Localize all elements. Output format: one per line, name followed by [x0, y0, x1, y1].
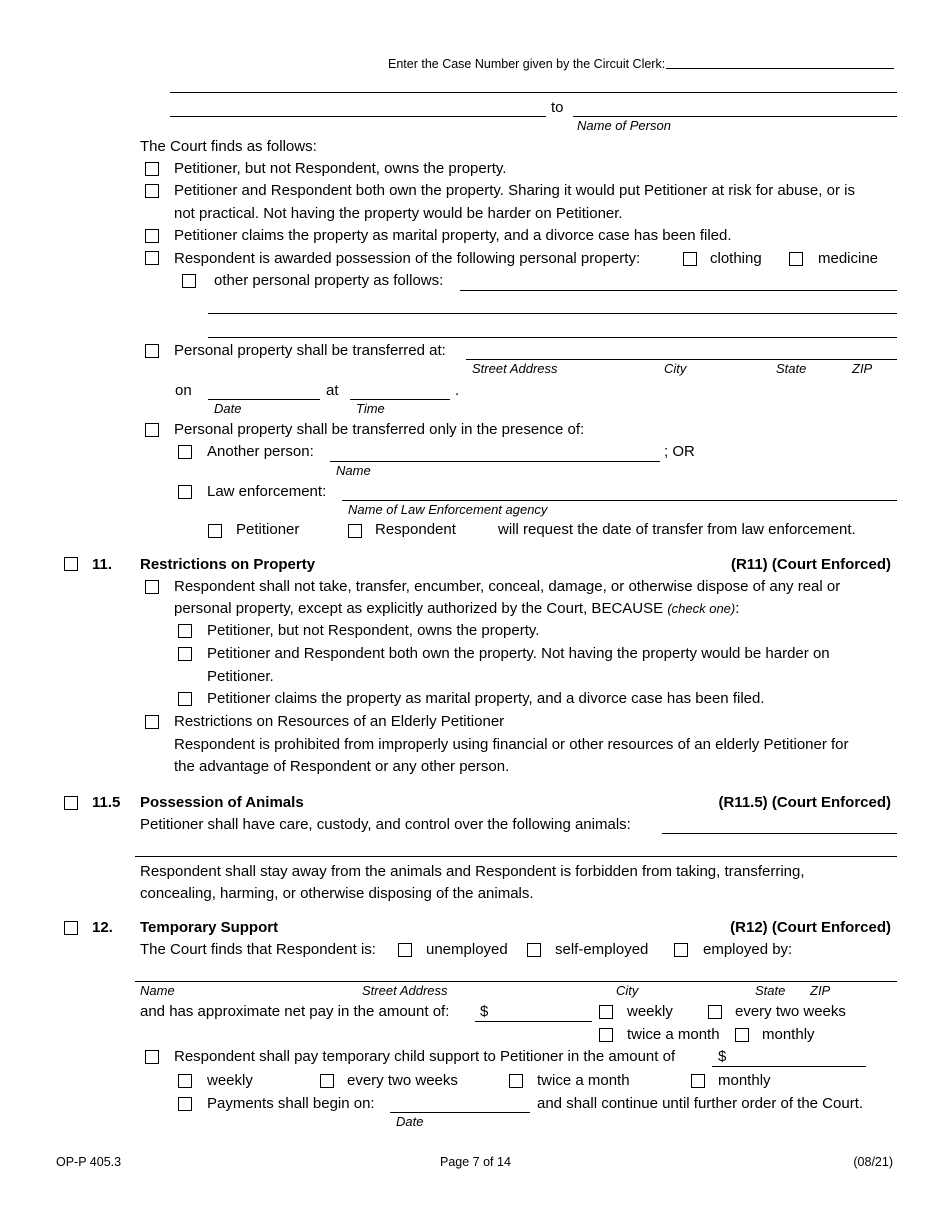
net-pay-label: and has approximate net pay in the amount of:: [140, 1003, 450, 1020]
transfer-address-field[interactable]: [466, 359, 897, 360]
elderly-title: Restrictions on Resources of an Elderly Petitioner: [174, 713, 505, 730]
unemployed-checkbox[interactable]: [398, 943, 412, 957]
finding-2-checkbox[interactable]: [145, 184, 159, 198]
form-id: OP-P 405.3: [56, 1155, 122, 1169]
animals-care-line: Petitioner shall have care, custody, and control over the following animals:: [140, 816, 631, 833]
pay-two-weeks-label: every two weeks: [735, 1003, 846, 1020]
check-one-note: (check one): [667, 601, 736, 616]
restrict-line-2-text: personal property, except as explicitly authorized by the Court, BECAUSE: [174, 600, 664, 617]
child-support-label: Respondent shall pay temporary child support to Petitioner in the amount of: [174, 1048, 676, 1065]
to-label: to: [551, 99, 564, 116]
finding-3-checkbox[interactable]: [145, 229, 159, 243]
pay-monthly-label: monthly: [762, 1026, 815, 1043]
petitioner-label: Petitioner: [236, 521, 300, 538]
elderly-checkbox[interactable]: [145, 715, 159, 729]
clothing-label: clothing: [710, 250, 762, 267]
other-property-field-3[interactable]: [208, 337, 897, 338]
section-12-number: 12.: [92, 919, 113, 936]
pay-weekly-label: weekly: [627, 1003, 673, 1020]
support-two-weeks-checkbox[interactable]: [320, 1074, 334, 1088]
animals-field-2[interactable]: [135, 856, 897, 857]
transferred-at-label: Personal property shall be transferred at:: [174, 342, 446, 359]
finding-1-text: Petitioner, but not Respondent, owns the property.: [174, 160, 507, 177]
employed-by-label: employed by:: [703, 941, 793, 958]
section-115-checkbox[interactable]: [64, 796, 78, 810]
date-caption: Date: [214, 401, 242, 416]
restrict-opt-3-checkbox[interactable]: [178, 692, 192, 706]
case-number-label: Enter the Case Number given by the Circuit Clerk:: [388, 57, 666, 71]
pay-monthly-checkbox[interactable]: [735, 1028, 749, 1042]
court-finds-label: The Court finds as follows:: [140, 138, 317, 155]
case-number-field[interactable]: [666, 68, 894, 69]
presence-checkbox[interactable]: [145, 423, 159, 437]
clothing-checkbox[interactable]: [683, 252, 697, 266]
name-caption: Name: [336, 463, 371, 478]
at-label: at: [326, 382, 339, 399]
another-person-label: Another person:: [207, 443, 314, 460]
restrict-opt-1: Petitioner, but not Respondent, owns the property.: [207, 622, 540, 639]
another-person-field[interactable]: [330, 461, 660, 462]
transfer-time-field[interactable]: [350, 399, 450, 400]
section-12-code: (R12) (Court Enforced): [730, 919, 891, 936]
pay-weekly-checkbox[interactable]: [599, 1005, 613, 1019]
support-monthly-checkbox[interactable]: [691, 1074, 705, 1088]
revision-date: (08/21): [853, 1155, 893, 1169]
employer-street-caption: Street Address: [362, 983, 448, 998]
unemployed-label: unemployed: [426, 941, 508, 958]
stay-away-line-2: concealing, harming, or otherwise disposing of the animals.: [140, 885, 534, 902]
payments-begin-label: Payments shall begin on:: [207, 1095, 375, 1112]
stay-away-line-1: Respondent shall stay away from the animals and Respondent is forbidden from taking, transferring,: [140, 863, 805, 880]
section-11-checkbox[interactable]: [64, 557, 78, 571]
finding-2-text: Petitioner and Respondent both own the property. Sharing it would put Petitioner at risk for abuse, or is: [174, 182, 855, 199]
zip-caption: ZIP: [852, 361, 873, 376]
rule: [170, 92, 897, 93]
restrict-property-checkbox[interactable]: [145, 580, 159, 594]
restrict-opt-3: Petitioner claims the property as marital property, and a divorce case has been filed.: [207, 690, 765, 707]
state-caption: State: [776, 361, 807, 376]
medicine-label: medicine: [818, 250, 879, 267]
employer-state-caption: State: [755, 983, 786, 998]
other-property-field[interactable]: [460, 290, 897, 291]
pay-twice-month-label: twice a month: [627, 1026, 720, 1043]
payments-date-caption: Date: [396, 1114, 424, 1129]
awarded-label: Respondent is awarded possession of the following personal property:: [174, 250, 641, 267]
street-address-caption: Street Address: [472, 361, 558, 376]
restrict-line-1: Respondent shall not take, transfer, encumber, conceal, damage, or otherwise dispose of any real or: [174, 578, 841, 595]
net-pay-dollar: $: [480, 1003, 489, 1020]
other-property-label: other personal property as follows:: [214, 272, 444, 289]
pay-two-weeks-checkbox[interactable]: [708, 1005, 722, 1019]
transferred-at-checkbox[interactable]: [145, 344, 159, 358]
finding-3-text: Petitioner claims the property as marital property, and a divorce case has been filed.: [174, 227, 732, 244]
property-description-field[interactable]: [170, 116, 546, 117]
self-employed-checkbox[interactable]: [527, 943, 541, 957]
respondent-request-checkbox[interactable]: [348, 524, 362, 538]
self-employed-label: self-employed: [555, 941, 649, 958]
respondent-label: Respondent: [375, 521, 456, 538]
section-11-title: Restrictions on Property: [140, 556, 316, 573]
employer-field[interactable]: [135, 981, 897, 982]
section-12-title: Temporary Support: [140, 919, 279, 936]
page-number: Page 7 of 14: [440, 1155, 511, 1169]
time-caption: Time: [356, 401, 385, 416]
law-enforcement-label: Law enforcement:: [207, 483, 327, 500]
animals-field[interactable]: [662, 833, 897, 834]
support-weekly-checkbox[interactable]: [178, 1074, 192, 1088]
finds-label: The Court finds that Respondent is:: [140, 941, 376, 958]
employer-zip-caption: ZIP: [810, 983, 831, 998]
employed-by-checkbox[interactable]: [674, 943, 688, 957]
support-twice-month-label: twice a month: [537, 1072, 630, 1089]
another-person-checkbox[interactable]: [178, 445, 192, 459]
other-property-field-2[interactable]: [208, 313, 897, 314]
restrict-opt-2-cont: Petitioner.: [207, 668, 274, 685]
payments-begin-checkbox[interactable]: [178, 1097, 192, 1111]
restrict-line-2: [174, 600, 739, 618]
child-support-dollar: $: [718, 1048, 727, 1065]
restrict-opt-1-checkbox[interactable]: [178, 624, 192, 638]
net-pay-field[interactable]: [475, 1021, 592, 1022]
will-request-text: will request the date of transfer from law enforcement.: [498, 521, 856, 538]
support-monthly-label: monthly: [718, 1072, 771, 1089]
agency-caption: Name of Law Enforcement agency: [348, 502, 548, 517]
elderly-line-1: Respondent is prohibited from improperly using financial or other resources of an elderly Petitioner for: [174, 736, 849, 753]
finding-1-checkbox[interactable]: [145, 162, 159, 176]
payments-begin-date-field[interactable]: [390, 1112, 530, 1113]
colon: :: [735, 600, 740, 617]
pay-twice-month-checkbox[interactable]: [599, 1028, 613, 1042]
finding-2-text-cont: not practical. Not having the property would be harder on Petitioner.: [174, 205, 623, 222]
or-label: ; OR: [664, 443, 695, 460]
section-11-code: (R11) (Court Enforced): [730, 556, 891, 573]
continue-label: and shall continue until further order of the Court.: [537, 1095, 864, 1112]
petitioner-request-checkbox[interactable]: [208, 524, 222, 538]
restrict-opt-2: Petitioner and Respondent both own the property. Not having the property would be harder on: [207, 645, 830, 662]
medicine-checkbox[interactable]: [789, 252, 803, 266]
child-support-amount-field[interactable]: [712, 1066, 866, 1067]
name-of-person-caption: Name of Person: [577, 118, 671, 133]
section-115-title: Possession of Animals: [140, 794, 304, 811]
section-11-number: 11.: [92, 556, 113, 573]
restrict-opt-2-checkbox[interactable]: [178, 647, 192, 661]
presence-label: Personal property shall be transferred only in the presence of:: [174, 421, 585, 438]
section-115-code: (R11.5) (Court Enforced): [718, 794, 891, 811]
awarded-checkbox[interactable]: [145, 251, 159, 265]
transfer-date-field[interactable]: [208, 399, 320, 400]
law-enforcement-checkbox[interactable]: [178, 485, 192, 499]
employer-city-caption: City: [616, 983, 639, 998]
law-enforcement-field[interactable]: [342, 500, 897, 501]
support-weekly-label: weekly: [207, 1072, 253, 1089]
support-two-weeks-label: every two weeks: [347, 1072, 458, 1089]
elderly-line-2: the advantage of Respondent or any other person.: [174, 758, 510, 775]
support-twice-month-checkbox[interactable]: [509, 1074, 523, 1088]
city-caption: City: [664, 361, 687, 376]
section-12-checkbox[interactable]: [64, 921, 78, 935]
person-name-field[interactable]: [573, 116, 897, 117]
child-support-checkbox[interactable]: [145, 1050, 159, 1064]
on-label: on: [175, 382, 192, 399]
period: .: [455, 382, 460, 399]
other-property-checkbox[interactable]: [182, 274, 196, 288]
employer-name-caption: Name: [140, 983, 175, 998]
section-115-number: 11.5: [92, 794, 121, 811]
